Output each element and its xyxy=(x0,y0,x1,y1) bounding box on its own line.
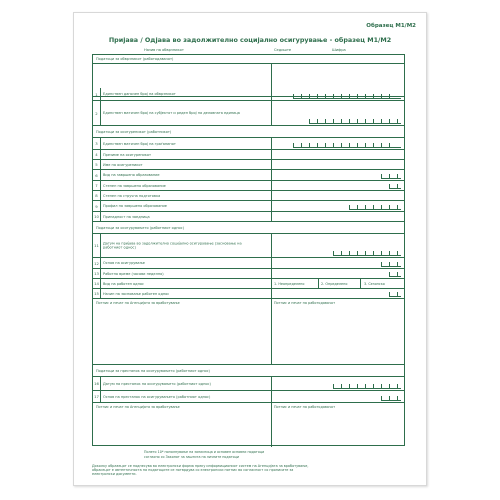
input-cells-16[interactable] xyxy=(333,384,401,389)
column-header-employer: Назив на обврзникот xyxy=(144,48,184,52)
employer-signature-label: Потпис и печат на работодавачот xyxy=(274,301,336,305)
footer-line-3: електронски документи. xyxy=(92,472,137,477)
field-row-17[interactable]: 17 Основ на престанок на осигурувањето (работниот однос) xyxy=(93,391,404,403)
field-row-9[interactable]: 9 Профил на завршено образование xyxy=(93,201,404,212)
field-row-14[interactable]: 14 Вид на работен однос 1. Неопределено 2. Определено 3. Сезонско xyxy=(93,279,404,289)
agency-signature-label-2: Потпис и печат на Агенцијата за вработување xyxy=(96,405,180,409)
section-termination: Податоци за престанок на осигурувањето (работниот однос) xyxy=(93,365,404,377)
form-sheet xyxy=(73,12,427,486)
field-row-4[interactable]: 4 Презиме на осигуреникот xyxy=(93,150,404,160)
input-cells-11[interactable] xyxy=(333,251,401,256)
note-line-2: согласно со Законот за заштита на личните податоци xyxy=(144,455,240,459)
employment-type-option-2[interactable]: 2. Определено xyxy=(321,281,348,286)
field-row-2[interactable]: 2 Единствен матичен број на субјектот и реден број на деловната единица xyxy=(93,101,404,126)
note-line-1: Полето 10* пополнување на записница и основен основни податоци xyxy=(144,450,265,454)
form-title: Пријава / Одјава во задолжително социјално осигурување - образец М1/М2 xyxy=(108,36,392,44)
agency-signature-label: Потпис и печат на Агенцијата за вработување xyxy=(96,301,180,305)
input-cells-12[interactable] xyxy=(381,262,401,267)
footer-text xyxy=(92,464,407,477)
column-header-seat: Седиште xyxy=(274,48,292,52)
input-cells-3[interactable] xyxy=(293,143,401,148)
section-insurance: Податоци за осигурувањето (работниот однос) xyxy=(93,222,404,234)
form-grid xyxy=(92,54,405,446)
input-cells-9[interactable] xyxy=(349,205,401,210)
signature-block-insurance xyxy=(93,299,404,365)
footer-line-1: Доколку образецот се поднесува во електронски форма преку информациониот систем на Агенцијата за вработување, xyxy=(92,464,309,468)
form-code: Образец М1/М2 xyxy=(366,23,416,29)
employment-type-option-3[interactable]: 3. Сезонско xyxy=(364,281,385,286)
employer-signature-label-2: Потпис и печат на работодавачот xyxy=(274,405,336,409)
input-cells-7[interactable] xyxy=(389,184,401,189)
footer-line-2: обрасецот е автентичноста на податоците се потврдува со електронски потпис во согласност со прописите за xyxy=(92,468,294,473)
input-cells-6[interactable] xyxy=(381,174,401,179)
field-row-7[interactable]: 7 Степен на завршено образование xyxy=(93,181,404,191)
field-row-6[interactable]: 6 Вид на завршено образование xyxy=(93,170,404,181)
section-employer: Податоци за обврзникот (работодавачот) xyxy=(93,55,404,64)
field-row-13[interactable]: 13 Работно време (часови неделно) xyxy=(93,269,404,279)
input-cells-17[interactable] xyxy=(381,396,401,401)
employment-type-option-1[interactable]: 1. Неопределено xyxy=(274,281,305,286)
input-cells-1[interactable] xyxy=(293,94,401,99)
field-row-3[interactable]: 3 Единствен матичен број на граѓанинот xyxy=(93,138,404,150)
field-row-1[interactable]: 1 Единствен даночен број на обврзникот xyxy=(93,88,404,101)
signature-block-termination xyxy=(93,403,404,447)
field-row-10[interactable]: 10 Припадност на заедница xyxy=(93,212,404,222)
field-row-11[interactable]: 11 Датум на пријава во задолжително социјално осигурување (засновање на работниот однос) xyxy=(93,234,404,258)
field-row-5[interactable]: 5 Име на осигуреникот xyxy=(93,160,404,170)
column-header-code: Шифра xyxy=(332,48,346,52)
input-cells-13[interactable] xyxy=(389,272,401,277)
field-row-16[interactable]: 16 Датум на престанок на осигурувањето (работниот однос) xyxy=(93,377,404,391)
field-row-8[interactable]: 8 Степен на стручна подготовка xyxy=(93,191,404,201)
section-insured: Податоци за осигуреникот (работникот) xyxy=(93,126,404,138)
input-cells-2[interactable] xyxy=(309,119,401,124)
input-cells-15[interactable] xyxy=(389,292,401,297)
field-row-15[interactable]: 15 Начин на засновање работен однос xyxy=(93,289,404,299)
field-row-12[interactable]: 12 Основ на осигурување xyxy=(93,258,404,269)
